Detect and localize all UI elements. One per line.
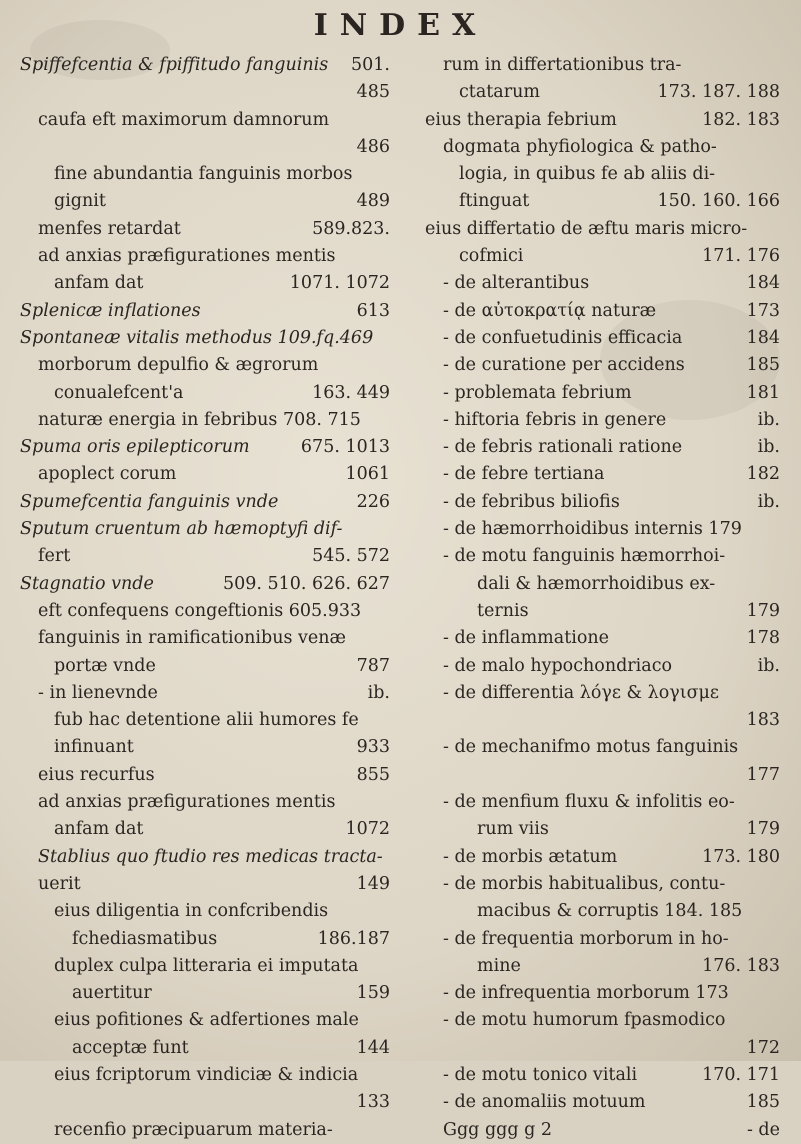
index-entry-page bbox=[384, 1007, 390, 1034]
index-entry-page: 182 bbox=[746, 464, 780, 485]
index-entry-page: 172 bbox=[746, 1037, 780, 1058]
index-entry bbox=[425, 380, 780, 407]
index-entry-page: 613 bbox=[356, 300, 390, 321]
index-entry bbox=[20, 1035, 390, 1062]
index-entry-text: conualefcent'a bbox=[54, 382, 184, 403]
index-entry-page: ib. bbox=[367, 682, 390, 703]
index-entry-page bbox=[774, 926, 780, 953]
index-entry-page: 184 bbox=[746, 273, 780, 294]
index-entry-text: eft confequens congeftionis 605.933 bbox=[38, 600, 362, 621]
index-entry-text: Ggg ggg g 2 bbox=[443, 1119, 553, 1140]
index-entry-page bbox=[774, 871, 780, 898]
index-entry-page: 181 bbox=[746, 382, 780, 403]
index-entry-page bbox=[384, 1117, 390, 1144]
index-entry bbox=[425, 461, 780, 488]
index-entry-page: 176. 183 bbox=[702, 955, 780, 976]
index-entry-text: - de morbis ætatum bbox=[443, 846, 618, 867]
index-entry-text: ctatarum bbox=[459, 82, 540, 103]
index-entry-text: dogmata phyfiologica & patho- bbox=[443, 136, 717, 157]
index-entry-text: - de differentia λόγε & λογισμε bbox=[443, 682, 719, 703]
index-entry-text: ftinguat bbox=[459, 191, 530, 212]
index-entry-page: ib. bbox=[757, 409, 780, 430]
index-entry-page: 133 bbox=[356, 1092, 390, 1113]
index-entry-text: - de alterantibus bbox=[443, 273, 590, 294]
index-entry-page: 163. 449 bbox=[312, 382, 390, 403]
index-entry bbox=[425, 653, 780, 680]
index-entry-page: 178 bbox=[746, 628, 780, 649]
index-entry-page: 179 bbox=[746, 819, 780, 840]
index-entry-page bbox=[384, 789, 390, 816]
index-entry bbox=[20, 52, 390, 79]
index-entry-text: - de febribus biliofis bbox=[443, 491, 620, 512]
index-entry-text: menfes retardat bbox=[38, 218, 181, 239]
index-entry-text: - de mechanifmo motus fanguinis bbox=[443, 737, 739, 758]
index-entry bbox=[20, 871, 390, 898]
index-entry-page bbox=[384, 625, 390, 652]
index-entry-text: - de malo hypochondriaco bbox=[443, 655, 673, 676]
index-entry-text: - de motu humorum fpasmodico bbox=[443, 1010, 726, 1031]
index-entry-page: 589.823. bbox=[312, 218, 390, 239]
index-entry-page: 173. 187. 188 bbox=[657, 82, 780, 103]
index-entry-text: uerit bbox=[38, 873, 81, 894]
index-entry bbox=[20, 216, 390, 243]
index-entry-page: 486 bbox=[356, 136, 390, 157]
index-entry-page: 855 bbox=[356, 764, 390, 785]
index-entry bbox=[20, 898, 390, 925]
index-entry bbox=[20, 953, 390, 980]
index-entry bbox=[20, 352, 390, 379]
index-entry bbox=[425, 516, 780, 543]
index-entry bbox=[20, 107, 390, 134]
index-entry-page: 1071. 1072 bbox=[289, 273, 390, 294]
index-entry bbox=[20, 653, 390, 680]
index-entry-page bbox=[774, 571, 780, 598]
index-entry-page: 182. 183 bbox=[702, 109, 780, 130]
index-entry-text: eius recurfus bbox=[38, 764, 155, 785]
index-entry bbox=[20, 844, 390, 871]
index-entry bbox=[425, 625, 780, 652]
index-entry bbox=[20, 571, 390, 598]
index-entry-page bbox=[774, 734, 780, 761]
index-entry-page: ib. bbox=[757, 437, 780, 458]
index-entry-text: - de febre tertiana bbox=[443, 464, 605, 485]
index-entry-page: 185 bbox=[746, 1092, 780, 1113]
index-entry-page bbox=[774, 52, 780, 79]
index-entry-page: 787 bbox=[356, 655, 390, 676]
index-entry-page: 185 bbox=[746, 355, 780, 376]
index-entry bbox=[20, 543, 390, 570]
index-entry-text: recenfio præcipuarum materia- bbox=[54, 1119, 333, 1140]
index-entry-page: ib. bbox=[757, 491, 780, 512]
index-entry-text: - de motu fanguinis hæmorrhoi- bbox=[443, 546, 726, 567]
index-entry-page bbox=[384, 598, 390, 625]
index-entry bbox=[425, 734, 780, 761]
index-entry bbox=[20, 461, 390, 488]
index-entry bbox=[425, 52, 780, 79]
index-entry-page bbox=[384, 107, 390, 134]
index-entry bbox=[425, 216, 780, 243]
index-entry bbox=[20, 734, 390, 761]
index-entry-page: 173 bbox=[746, 300, 780, 321]
index-entry-text: naturæ energia in febribus 708. 715 bbox=[38, 409, 361, 430]
index-entry bbox=[20, 434, 390, 461]
index-entry-text: Sputum cruentum ab hæmoptyfi dif- bbox=[20, 519, 343, 540]
index-entry-text: fub hac detentione alii humores fe bbox=[54, 710, 359, 731]
index-entry bbox=[20, 816, 390, 843]
index-entry-text: fine abundantia fanguinis morbos bbox=[54, 164, 353, 185]
index-entry-text: portæ vnde bbox=[54, 655, 156, 676]
index-entry-page bbox=[774, 134, 780, 161]
index-entry-text: rum viis bbox=[477, 819, 549, 840]
index-entry bbox=[20, 1062, 390, 1089]
index-entry-page: - de bbox=[746, 1119, 780, 1140]
index-entry bbox=[20, 380, 390, 407]
index-entry bbox=[20, 1089, 390, 1116]
index-entry-text: mine bbox=[477, 955, 521, 976]
index-entry bbox=[425, 1117, 780, 1144]
index-entry-text: eius fcriptorum vindiciæ & indicia bbox=[54, 1064, 359, 1085]
index-entry bbox=[425, 270, 780, 297]
index-entry-page: 545. 572 bbox=[312, 546, 390, 567]
index-entry-text: Spuma oris epilepticorum bbox=[20, 437, 250, 458]
index-entry-page: 150. 160. 166 bbox=[657, 191, 780, 212]
index-entry bbox=[20, 161, 390, 188]
index-entry bbox=[425, 707, 780, 734]
index-entry-page: 170. 171 bbox=[702, 1064, 780, 1085]
index-entry-text: Splenicæ inflationes bbox=[20, 300, 201, 321]
index-entry bbox=[20, 407, 390, 434]
index-entry-page bbox=[774, 980, 780, 1007]
index-entry bbox=[20, 625, 390, 652]
index-entry-page: 509. 510. 626. 627 bbox=[223, 573, 390, 594]
index-entry-page: 675. 1013 bbox=[300, 437, 390, 458]
index-entry-page bbox=[384, 898, 390, 925]
index-entry-text: rum in differtationibus tra- bbox=[443, 55, 682, 75]
index-entry bbox=[425, 407, 780, 434]
index-entry-text: cofmici bbox=[459, 246, 524, 267]
index-entry-page bbox=[774, 680, 780, 707]
index-entry bbox=[425, 298, 780, 325]
index-entry-page: 501. bbox=[351, 55, 390, 75]
index-entry bbox=[20, 270, 390, 297]
index-entry-page bbox=[384, 516, 390, 543]
index-entry-page bbox=[384, 352, 390, 379]
index-entry bbox=[20, 134, 390, 161]
index-entry bbox=[20, 243, 390, 270]
index-entry bbox=[425, 844, 780, 871]
index-entry-text: - de hæmorrhoidibus internis 179 bbox=[443, 519, 742, 540]
index-entry-text: Stagnatio vnde bbox=[20, 573, 154, 594]
index-entry bbox=[425, 953, 780, 980]
index-entry bbox=[425, 161, 780, 188]
index-entry-text: - de confuetudinis efficacia bbox=[443, 327, 683, 348]
index-entry-page bbox=[774, 161, 780, 188]
index-entry-text: apoplect corum bbox=[38, 464, 177, 485]
index-entry-text: eius pofitiones & adfertiones male bbox=[54, 1010, 359, 1031]
index-entry bbox=[20, 598, 390, 625]
index-entry bbox=[425, 816, 780, 843]
index-entry-text: - de menfium fluxu & infolitis eo- bbox=[443, 792, 735, 813]
index-entry-page bbox=[774, 1007, 780, 1034]
index-entry-page: 184 bbox=[746, 327, 780, 348]
index-entry-page: 183 bbox=[746, 710, 780, 731]
index-column-right bbox=[425, 52, 780, 1144]
index-entry bbox=[20, 980, 390, 1007]
index-entry bbox=[425, 762, 780, 789]
index-entry-text: auertitur bbox=[72, 983, 152, 1004]
index-entry-page bbox=[384, 407, 390, 434]
index-entry bbox=[20, 188, 390, 215]
index-entry-text: ad anxias præfigurationes mentis bbox=[38, 792, 336, 813]
index-entry-page: 933 bbox=[356, 737, 390, 758]
index-entry bbox=[20, 789, 390, 816]
index-entry-text: dali & hæmorrhoidibus ex- bbox=[477, 573, 716, 594]
index-entry bbox=[425, 926, 780, 953]
index-entry bbox=[425, 980, 780, 1007]
index-entry-text: - problemata febrium bbox=[443, 382, 632, 403]
index-entry-page: 226 bbox=[356, 491, 390, 512]
index-entry-text: eius therapia febrium bbox=[425, 109, 617, 130]
index-entry-text: - de motu tonico vitali bbox=[443, 1064, 638, 1085]
index-entry-text: Stablius quo ftudio res medicas tracta- bbox=[38, 846, 383, 867]
index-entry bbox=[425, 107, 780, 134]
index-entry-text: anfam dat bbox=[54, 819, 144, 840]
index-entry bbox=[425, 134, 780, 161]
index-entry-page: 177 bbox=[746, 764, 780, 785]
index-entry-text: gignit bbox=[54, 191, 106, 212]
index-entry-text: Spiffefcentia & fpiffitudo fanguinis bbox=[20, 55, 329, 75]
index-entry-text: - de anomaliis motuum bbox=[443, 1092, 646, 1113]
index-entry-page bbox=[384, 325, 390, 352]
index-entry-text: - de infrequentia morborum 173 bbox=[443, 983, 729, 1004]
index-entry-page bbox=[384, 161, 390, 188]
index-entry-text: - in lienevnde bbox=[38, 682, 158, 703]
index-entry-page bbox=[774, 543, 780, 570]
index-entry-text: Spontaneæ vitalis methodus 109.fq.469 bbox=[20, 327, 374, 348]
index-entry-text: - de febris rationali ratione bbox=[443, 437, 683, 458]
index-entry-page bbox=[384, 844, 390, 871]
index-entry-page: 173. 180 bbox=[702, 846, 780, 867]
index-entry-text: - de inflammatione bbox=[443, 628, 609, 649]
index-entry-text: acceptæ funt bbox=[72, 1037, 189, 1058]
index-entry bbox=[20, 489, 390, 516]
index-entry-text: fert bbox=[38, 546, 71, 567]
index-entry bbox=[425, 789, 780, 816]
index-entry bbox=[425, 898, 780, 925]
index-entry bbox=[425, 188, 780, 215]
index-entry-page: 485 bbox=[356, 82, 390, 103]
index-entry-text: ad anxias præfigurationes mentis bbox=[38, 246, 336, 267]
index-entry bbox=[425, 1007, 780, 1034]
index-entry-text: eius diligentia in confcribendis bbox=[54, 901, 329, 922]
index-entry-page: 489 bbox=[356, 191, 390, 212]
index-entry-page bbox=[384, 243, 390, 270]
index-entry bbox=[20, 707, 390, 734]
index-entry-page bbox=[774, 516, 780, 543]
index-entry-page: 1072 bbox=[345, 819, 390, 840]
index-entry bbox=[425, 1035, 780, 1062]
index-entry-page: 1061 bbox=[345, 464, 390, 485]
index-entry bbox=[20, 298, 390, 325]
index-entry-page: ib. bbox=[757, 655, 780, 676]
index-entry-page bbox=[384, 953, 390, 980]
index-entry-text: duplex culpa litteraria ei imputata bbox=[54, 955, 359, 976]
index-entry bbox=[20, 79, 390, 106]
index-entry bbox=[425, 325, 780, 352]
index-entry-text: morborum depulfio & ægrorum bbox=[38, 355, 319, 376]
index-entry bbox=[20, 680, 390, 707]
index-entry-page: 149 bbox=[356, 873, 390, 894]
index-entry bbox=[425, 571, 780, 598]
index-entry bbox=[425, 434, 780, 461]
index-entry bbox=[425, 598, 780, 625]
index-entry-page bbox=[384, 1062, 390, 1089]
index-entry bbox=[20, 1117, 390, 1144]
index-entry-page: 144 bbox=[356, 1037, 390, 1058]
index-entry-text: anfam dat bbox=[54, 273, 144, 294]
index-entry-page bbox=[774, 898, 780, 925]
index-entry-text: - de frequentia morborum in ho- bbox=[443, 928, 729, 949]
index-entry-text: logia, in quibus fe ab aliis di- bbox=[459, 164, 716, 185]
index-entry-text: - de curatione per accidens bbox=[443, 355, 685, 376]
index-entry-text: caufa eft maximorum damnorum bbox=[38, 109, 330, 130]
index-entry-page: 171. 176 bbox=[702, 246, 780, 267]
index-entry-page bbox=[774, 216, 780, 243]
index-column-left bbox=[20, 52, 390, 1144]
index-entry-page bbox=[384, 707, 390, 734]
index-entry bbox=[425, 871, 780, 898]
index-entry bbox=[425, 543, 780, 570]
index-entry-text: Spumefcentia fanguinis vnde bbox=[20, 491, 279, 512]
index-entry-page: 186.187 bbox=[317, 928, 390, 949]
index-entry bbox=[20, 516, 390, 543]
index-entry-text: macibus & corruptis 184. 185 bbox=[477, 901, 743, 922]
index-entry bbox=[20, 762, 390, 789]
index-entry-page bbox=[774, 789, 780, 816]
index-entry-text: - hiftoria febris in genere bbox=[443, 409, 667, 430]
index-entry-text: fchediasmatibus bbox=[72, 928, 218, 949]
index-entry-text: - de αὐτοκρατίᾳ naturæ bbox=[443, 300, 657, 321]
index-entry-page: 159 bbox=[356, 983, 390, 1004]
index-entry bbox=[20, 1007, 390, 1034]
index-entry-text: infinuant bbox=[54, 737, 134, 758]
index-entry bbox=[425, 352, 780, 379]
index-entry bbox=[20, 325, 390, 352]
index-entry-text: fanguinis in ramificationibus venæ bbox=[38, 628, 347, 649]
index-entry bbox=[425, 1089, 780, 1116]
index-entry bbox=[425, 79, 780, 106]
page-header: INDEX bbox=[313, 8, 488, 43]
index-entry bbox=[20, 926, 390, 953]
index-entry bbox=[425, 243, 780, 270]
index-entry-text: eius differtatio de æftu maris micro- bbox=[425, 218, 748, 239]
index-entry-text: ternis bbox=[477, 600, 529, 621]
index-entry bbox=[425, 489, 780, 516]
index-entry bbox=[425, 680, 780, 707]
index-entry-text: - de morbis habitualibus, contu- bbox=[443, 873, 726, 894]
index-entry bbox=[425, 1062, 780, 1089]
index-entry-page: 179 bbox=[746, 600, 780, 621]
